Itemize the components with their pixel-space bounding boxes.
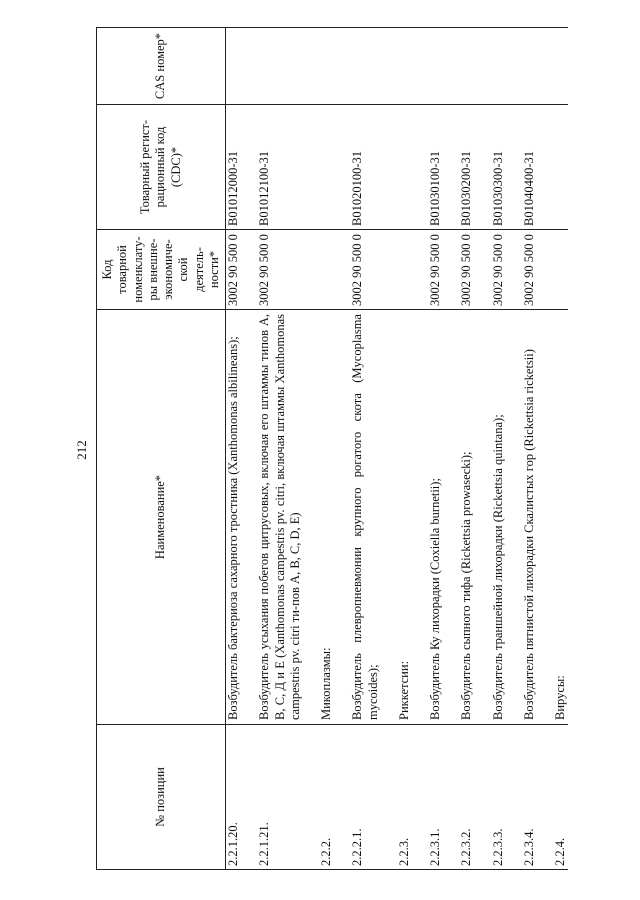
row-cdc: B01030100-31 <box>428 105 443 230</box>
row-code: 3002 90 500 0 <box>428 230 443 310</box>
row-number: 2.2.3.1. <box>428 725 443 870</box>
table-header-row <box>97 28 226 870</box>
row-cdc: B01012100-31 <box>257 105 303 230</box>
row-cdc: B01040400-31 <box>522 105 537 230</box>
row-number: 2.2.3. <box>397 725 412 870</box>
row-cdc <box>319 105 334 230</box>
table-row <box>350 28 381 870</box>
header-position-number: № позиции <box>97 725 226 870</box>
row-number: 2.2.3.2. <box>459 725 474 870</box>
table-row <box>522 28 537 870</box>
table-row <box>459 28 474 870</box>
row-cas <box>459 28 474 105</box>
substances-table <box>96 27 568 870</box>
row-cas <box>522 28 537 105</box>
table-row <box>553 28 568 870</box>
row-number: 2.2.2.1. <box>350 725 381 870</box>
row-code: 3002 90 500 0 <box>522 230 537 310</box>
row-cas <box>397 28 412 105</box>
row-name: Возбудитель плевропневмонии крупного рогатого скота (Mycoplasma mycoides); <box>350 310 381 725</box>
table-row <box>319 28 334 870</box>
row-cdc: B01012000-31 <box>226 105 242 230</box>
row-cas <box>428 28 443 105</box>
row-code: 3002 90 500 0 <box>226 230 242 310</box>
header-name: Наименование* <box>97 310 226 725</box>
row-number: 2.2.1.21. <box>257 725 303 870</box>
row-number: 2.2.3.3. <box>491 725 506 870</box>
row-cas <box>257 28 303 105</box>
row-cas <box>319 28 334 105</box>
row-name: Возбудитель Ку лихорадки (Coxiella burnetii); <box>428 310 443 725</box>
table-row <box>397 28 412 870</box>
row-name: Риккетсии: <box>397 310 412 725</box>
row-name: Возбудитель усыхания побегов цитрусовых, включая его штаммы типов A, B, C, Д и E (Xanthomonas campestris pv. citri, включая штаммы Xanthomonas campestris pv. citri ти-пов A, B, C, D, E) <box>257 310 303 725</box>
header-cdc-code: Товарный регист-рационный код (CDC)* <box>97 105 226 230</box>
table-row <box>257 28 303 870</box>
row-code: 3002 90 500 0 <box>459 230 474 310</box>
header-cas-number: CAS номер* <box>97 28 226 105</box>
row-cdc: B01020100-31 <box>350 105 381 230</box>
row-name: Вирусы: <box>553 310 568 725</box>
row-code <box>319 230 334 310</box>
row-code <box>397 230 412 310</box>
row-number: 2.2.3.4. <box>522 725 537 870</box>
table-row <box>491 28 506 870</box>
row-number: 2.2.2. <box>319 725 334 870</box>
row-cdc <box>553 105 568 230</box>
row-code <box>553 230 568 310</box>
row-name: Возбудитель пятнистой лихорадки Скалистых гор (Rickettsia ricketsii) <box>522 310 537 725</box>
row-name: Возбудитель бактериоза сахарного тростника (Xanthomonas albilineans); <box>226 310 242 725</box>
row-number: 2.2.4. <box>553 725 568 870</box>
row-code: 3002 90 500 0 <box>350 230 381 310</box>
row-code: 3002 90 500 0 <box>491 230 506 310</box>
row-cdc <box>397 105 412 230</box>
row-code: 3002 90 500 0 <box>257 230 303 310</box>
row-cdc: B01030200-31 <box>459 105 474 230</box>
row-cas <box>553 28 568 105</box>
page-number: 212 <box>74 440 89 460</box>
row-number: 2.2.1.20. <box>226 725 242 870</box>
row-name: Возбудитель траншейной лихорадки (Rickettsia quintana); <box>491 310 506 725</box>
row-cas <box>226 28 242 105</box>
table-row <box>226 28 242 870</box>
row-name: Микоплазмы: <box>319 310 334 725</box>
row-cas <box>350 28 381 105</box>
row-name: Возбудитель сыпного тифа (Rickettsia prowasecki); <box>459 310 474 725</box>
table-row <box>428 28 443 870</box>
row-cas <box>491 28 506 105</box>
header-tn-ved-code: Код товарной номенклату-ры внешне-экономиче-ской деятель-ности* <box>97 230 226 310</box>
row-cdc: B01030300-31 <box>491 105 506 230</box>
